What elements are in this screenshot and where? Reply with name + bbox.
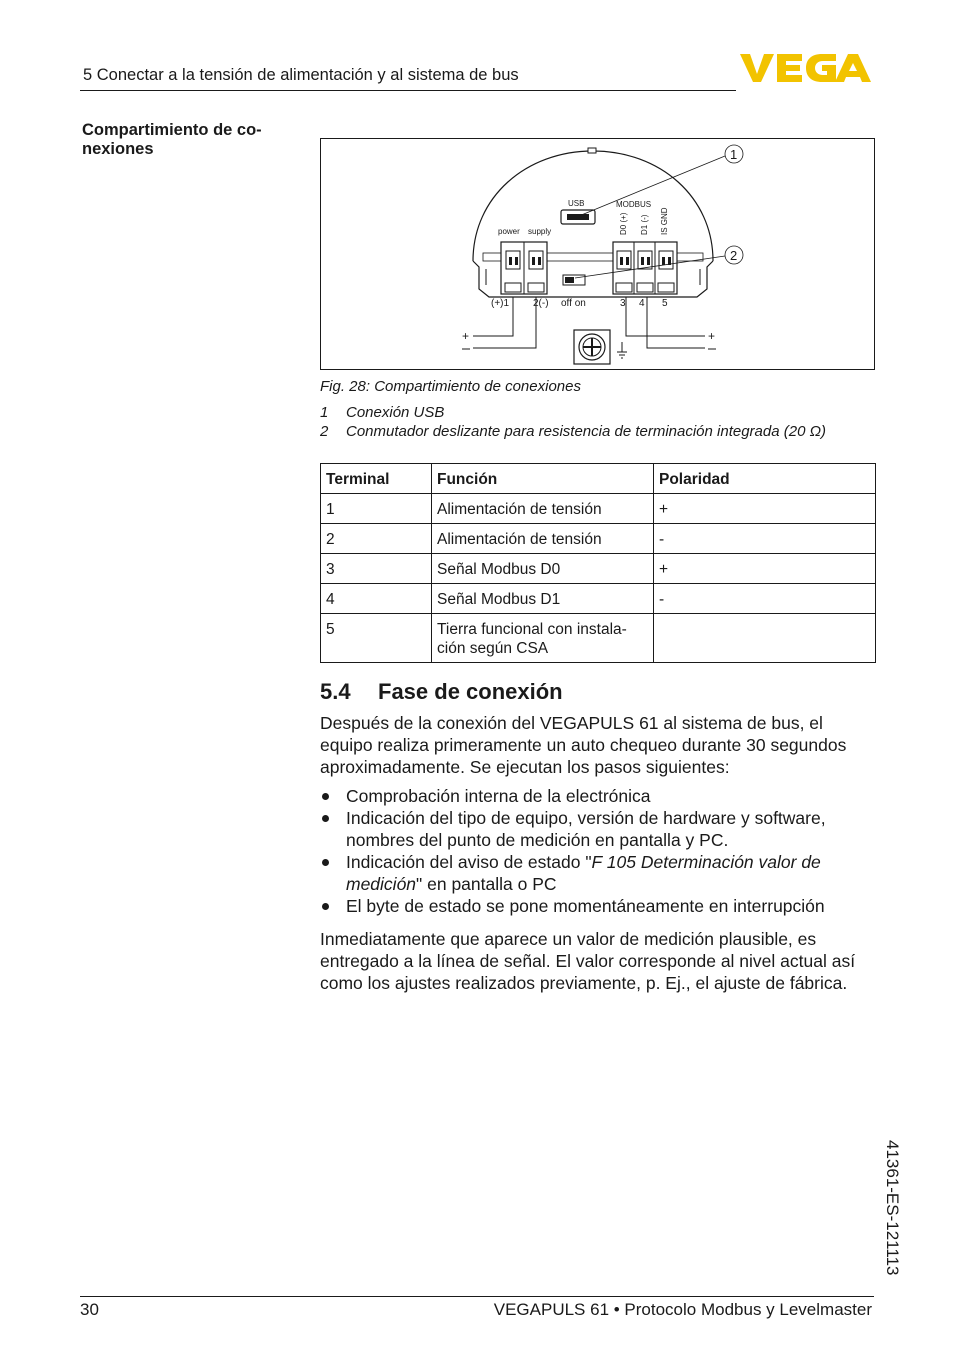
side-label: Compartimiento de co- nexiones [82,121,262,158]
d1-label: D1 (-) [640,214,649,235]
table-row: 5 Tierra funcional con instala- ción según CSA [321,614,876,663]
legend-item-2: 2 Conmutador deslizante para resistencia de terminación integrada (20 Ω) [320,423,826,440]
footer-title: VEGAPULS 61 • Protocolo Modbus y Levelmaster [493,1300,872,1319]
table-row: 3 Señal Modbus D0 + [321,554,876,584]
table-row: 2 Alimentación de tensión - [321,524,876,554]
terminal-table [320,463,876,663]
legend-item-1: 1 Conexión USB [320,404,445,421]
svg-text:+: + [462,329,470,343]
chapter-header: 5 Conectar a la tensión de alimentación y al sistema de bus [83,66,519,84]
termination-slide-switch [563,275,585,285]
intro-paragraph: Después de la conexión del VEGAPULS 61 al sistema de bus, el equipo realiza primeramente un auto chequeo durante 30 segundos aproximadamente. Se ejecutan los pasos siguientes: [320,713,847,777]
power-terminal-block [501,242,547,294]
header-rule [80,90,736,91]
wiring-diagram [321,139,874,369]
connection-compartment-figure [320,138,875,370]
list-item: Indicación del aviso de estado "F 105 Determinación valor de medición" en pantalla o PC [320,851,880,895]
startup-steps-list [320,785,880,917]
terminal-4-label: 4 [639,298,645,309]
table-row: 4 Señal Modbus D1 - [321,584,876,614]
power-label: power [498,227,520,236]
header-polarity: Polaridad [654,464,876,494]
ground-symbol-icon [617,342,627,358]
table-row: 1 Alimentación de tensión + [321,494,876,524]
page-number: 30 [80,1300,99,1319]
outro-paragraph: Inmediatamente que aparece un valor de medición plausible, es entregado a la línea de señal. El valor corresponde al nivel actual así como los ajustes realizados previamente, p. Ej., el ajuste de fábrica. [320,929,856,993]
callout-1: 1 [730,147,738,162]
terminal-1-label: (+)1 [491,298,510,309]
switch-off-on-label: off on [561,298,586,309]
table-header-row [321,464,876,494]
figure-caption: Fig. 28: Compartimiento de conexiones [320,378,581,395]
usb-label: USB [568,199,585,208]
svg-text:+: + [708,329,716,343]
callout-2: 2 [730,248,738,263]
list-item: Comprobación interna de la electrónica [320,785,880,807]
d0-label: D0 (+) [619,212,628,235]
modbus-label: MODBUS [616,200,652,209]
ground-screw-icon [574,330,610,364]
terminal-2-label: 2(-) [533,298,549,309]
header-terminal: Terminal [321,464,432,494]
terminal-5-label: 5 [662,298,668,309]
terminal-3-label: 3 [620,298,626,309]
document-code: 41361-ES-121113 [883,1140,902,1276]
isgnd-label: IS GND [660,207,669,235]
list-item: Indicación del tipo de equipo, versión de hardware y software, nombres del punto de medición en pantalla y PC. [320,807,880,851]
section-heading: 5.4 Fase de conexión [320,679,563,704]
header-function: Función [432,464,654,494]
supply-label: supply [528,227,552,236]
footer-rule [80,1296,874,1297]
list-item: El byte de estado se pone momentáneamente en interrupción [320,895,880,917]
vega-logo [740,50,874,86]
